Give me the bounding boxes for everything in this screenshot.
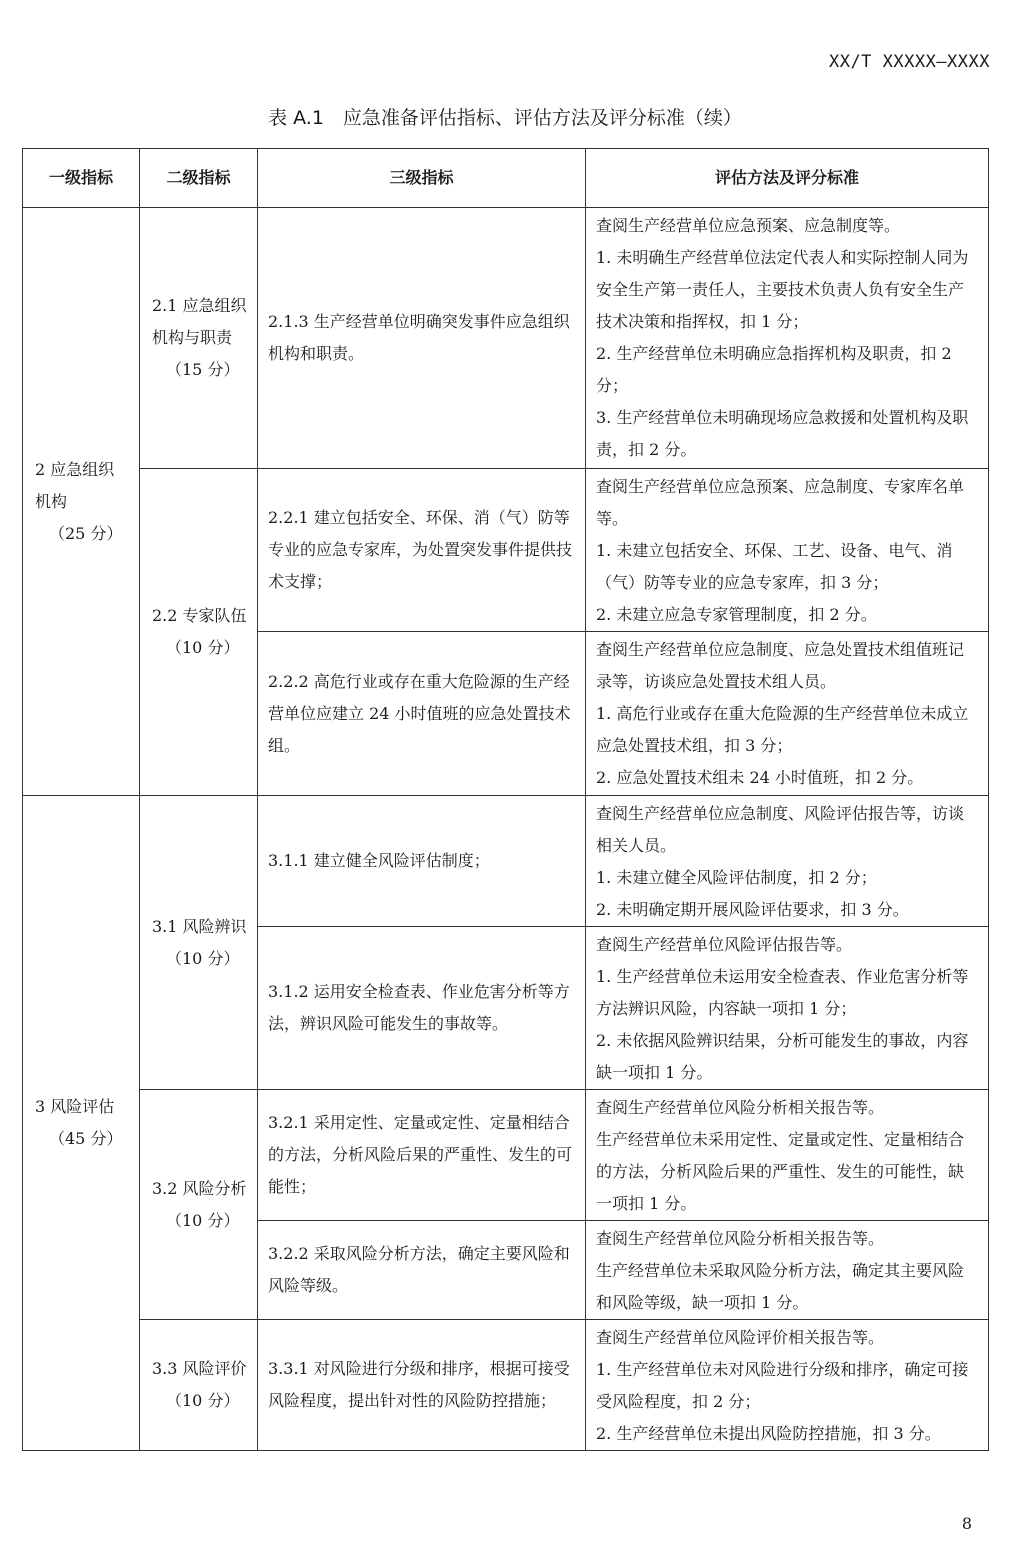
method-cell — [586, 632, 989, 796]
method-line: 1. 未建立健全风险评估制度，扣 2 分； — [596, 868, 877, 887]
method-line: 查阅生产经营单位风险分析相关报告等。 — [596, 1229, 885, 1248]
level1-name: 2 应急组织机构 — [35, 459, 115, 511]
table-row — [23, 208, 989, 469]
level3-cell: 3.3.1 对风险进行分级和排序，根据可接受风险程度，提出针对性的风险防控措施； — [258, 1320, 586, 1451]
column-header: 二级指标 — [140, 149, 258, 208]
table-row — [23, 1090, 989, 1221]
method-line: 2. 生产经营单位未提出风险防控措施，扣 3 分。 — [596, 1424, 941, 1443]
level3-cell: 2.1.3 生产经营单位明确突发事件应急组织机构和职责。 — [258, 208, 586, 469]
level2-score: （10 分） — [166, 1210, 240, 1230]
column-header: 一级指标 — [23, 149, 140, 208]
method-cell — [586, 1090, 989, 1221]
level3-cell: 3.1.2 运用安全检查表、作业危害分析等方法，辨识风险可能发生的事故等。 — [258, 927, 586, 1090]
method-line: 1. 高危行业或存在重大危险源的生产经营单位未成立应急处置技术组，扣 3 分； — [596, 704, 969, 755]
method-cell — [586, 208, 989, 469]
method-line: 查阅生产经营单位风险评价相关报告等。 — [596, 1328, 885, 1347]
level3-cell: 3.2.2 采取风险分析方法，确定主要风险和风险等级。 — [258, 1221, 586, 1320]
method-line: 2. 生产经营单位未明确应急指挥机构及职责，扣 2 分； — [596, 344, 952, 395]
level2-cell — [140, 1320, 258, 1451]
table-row — [23, 469, 989, 632]
level2-cell — [140, 796, 258, 1090]
level1-score: （25 分） — [49, 523, 123, 543]
column-header: 评估方法及评分标准 — [586, 149, 989, 208]
method-cell — [586, 1320, 989, 1451]
method-line: 1. 未明确生产经营单位法定代表人和实际控制人同为安全生产第一责任人，主要技术负责人负有安全生产技术决策和指挥权，扣 1 分； — [596, 248, 969, 331]
method-line: 3. 生产经营单位未明确现场应急救援和处置机构及职责，扣 2 分。 — [596, 408, 969, 459]
method-cell — [586, 927, 989, 1090]
level2-cell — [140, 1090, 258, 1320]
level3-cell: 2.2.2 高危行业或存在重大危险源的生产经营单位应建立 24 小时值班的应急处置技术组。 — [258, 632, 586, 796]
table-row — [23, 796, 989, 927]
table-header-row — [23, 149, 989, 208]
level2-cell — [140, 469, 258, 796]
level2-name: 3.1 风险辨识 — [152, 916, 247, 936]
level2-name: 2.1 应急组织机构与职责 — [152, 296, 247, 347]
table-row — [23, 1320, 989, 1451]
method-line: 1. 未建立包括安全、环保、工艺、设备、电气、消（气）防等专业的应急专家库，扣 3 分； — [596, 541, 953, 592]
method-line: 2. 未建立应急专家管理制度，扣 2 分。 — [596, 605, 877, 624]
method-line: 查阅生产经营单位风险评估报告等。 — [596, 935, 853, 954]
method-line: 查阅生产经营单位应急制度、风险评估报告等，访谈相关人员。 — [596, 804, 965, 855]
method-line: 2. 未依据风险辨识结果，分析可能发生的事故，内容缺一项扣 1 分。 — [596, 1031, 969, 1082]
method-line: 查阅生产经营单位应急制度、应急处置技术组值班记录等，访谈应急处置技术组人员。 — [596, 640, 965, 691]
level1-score: （45 分） — [49, 1129, 123, 1148]
method-line: 查阅生产经营单位风险分析相关报告等。 — [596, 1098, 885, 1117]
column-header: 三级指标 — [258, 149, 586, 208]
method-cell — [586, 796, 989, 927]
method-line: 2. 应急处置技术组未 24 小时值班，扣 2 分。 — [596, 768, 924, 787]
method-line: 查阅生产经营单位应急预案、应急制度、专家库名单等。 — [596, 477, 965, 528]
level2-score: （10 分） — [166, 1391, 240, 1410]
method-cell — [586, 469, 989, 632]
standard-number: XX/T XXXXX—XXXX — [828, 52, 990, 72]
level2-name: 3.3 风险评价 — [152, 1359, 247, 1378]
evaluation-table — [22, 148, 989, 1451]
level2-name: 2.2 专家队伍 — [152, 606, 247, 625]
page-number: 8 — [961, 1514, 972, 1533]
method-line: 查阅生产经营单位应急预案、应急制度等。 — [596, 216, 901, 235]
method-line: 2. 未明确定期开展风险评估要求，扣 3 分。 — [596, 900, 909, 919]
level2-cell — [140, 208, 258, 469]
table-title: 表 A.1 应急准备评估指标、评估方法及评分标准（续） — [268, 107, 742, 129]
level2-score: （10 分） — [166, 638, 240, 657]
level2-score: （10 分） — [166, 948, 240, 968]
method-cell — [586, 1221, 989, 1320]
method-line: 1. 生产经营单位未运用安全检查表、作业危害分析等方法辨识风险，内容缺一项扣 1 分； — [596, 967, 969, 1018]
level3-cell: 3.1.1 建立健全风险评估制度； — [258, 796, 586, 927]
method-line: 生产经营单位未采用定性、定量或定性、定量相结合的方法，分析风险后果的严重性、发生的可能性，缺一项扣 1 分。 — [596, 1130, 965, 1213]
level2-name: 3.2 风险分析 — [152, 1178, 247, 1198]
method-line: 生产经营单位未采取风险分析方法，确定其主要风险和风险等级，缺一项扣 1 分。 — [596, 1261, 965, 1312]
level1-cell — [23, 208, 140, 796]
method-line: 1. 生产经营单位未对风险进行分级和排序，确定可接受风险程度，扣 2 分； — [596, 1360, 969, 1411]
level2-score: （15 分） — [166, 360, 240, 379]
level1-name: 3 风险评估 — [35, 1097, 115, 1116]
level1-cell — [23, 796, 140, 1451]
level3-cell: 3.2.1 采用定性、定量或定性、定量相结合的方法，分析风险后果的严重性、发生的可能性； — [258, 1090, 586, 1221]
level3-cell: 2.2.1 建立包括安全、环保、消（气）防等专业的应急专家库，为处置突发事件提供技术支撑； — [258, 469, 586, 632]
